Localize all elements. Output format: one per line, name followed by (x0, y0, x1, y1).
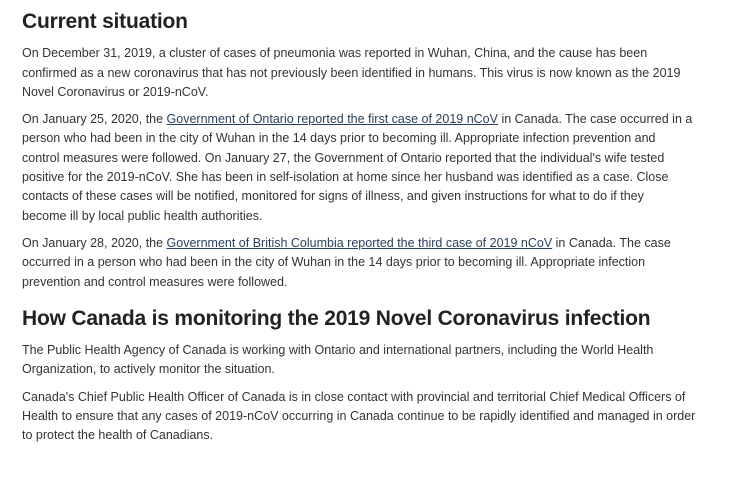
paragraph (22, 44, 722, 102)
text-segment: become ill by local public health authorities. (22, 208, 263, 223)
text-segment: confirmed as a new coronavirus that has not previously been identified in humans. This virus is now known as the 2019 (22, 65, 681, 80)
text-line (22, 360, 722, 379)
text-line (22, 426, 722, 445)
text-segment: Health to ensure that any cases of 2019-nCoV occurring in Canada continue to be rapidly identified and managed in order (22, 408, 696, 423)
text-line (22, 168, 722, 187)
text-segment: contacts of these cases will be notified, monitored for signs of illness, and given instructions for what to do if they (22, 189, 644, 204)
text-segment: person who had been in the city of Wuhan in the 14 days prior to becoming ill. Appropriate infection prevention and (22, 131, 656, 146)
text-line (22, 110, 722, 129)
text-segment: occurred in a person who had been in the city of Wuhan in the 14 days prior to becoming ill. Appropriate infection (22, 255, 646, 270)
text-segment: On January 25, 2020, the (22, 112, 167, 127)
text-line (22, 234, 722, 253)
inline-link[interactable]: Government of British Columbia reported the third case of 2019 nCoV (166, 235, 553, 250)
text-segment: prevention and control measures were followed. (22, 274, 288, 289)
text-segment: Canada's Chief Public Health Officer of Canada is in close contact with provincial and territorial Chief Medical Officers of (22, 389, 686, 404)
paragraph (22, 341, 722, 380)
text-segment: to protect the health of Canadians. (22, 428, 214, 443)
paragraph (22, 388, 722, 446)
text-line (22, 64, 722, 83)
text-line (22, 83, 722, 102)
text-line (22, 273, 722, 292)
text-line (22, 388, 722, 407)
text-line (22, 149, 722, 168)
text-line (22, 407, 722, 426)
text-line (22, 341, 722, 360)
text-segment: On December 31, 2019, a cluster of cases of pneumonia was reported in Wuhan, China, and the cause has been (22, 46, 648, 61)
section-heading: Current situation (22, 10, 188, 33)
text-line (22, 129, 722, 148)
text-line (22, 44, 722, 63)
paragraph (22, 110, 722, 226)
text-line (22, 253, 722, 272)
text-segment: Novel Coronavirus or 2019-nCoV. (22, 84, 209, 99)
text-segment: in Canada. The case occurred in a (497, 112, 693, 127)
text-segment: On January 28, 2020, the (22, 235, 167, 250)
text-segment: Organization, to actively monitor the situation. (22, 362, 275, 377)
text-line (22, 207, 722, 226)
section-heading: How Canada is monitoring the 2019 Novel Coronavirus infection (22, 306, 651, 330)
paragraph (22, 234, 722, 292)
text-segment: control measures were followed. On January 27, the Government of Ontario reported that the individual's wife tested (22, 150, 665, 165)
text-segment: The Public Health Agency of Canada is working with Ontario and international partners, including the World Health (22, 343, 654, 358)
inline-link[interactable]: Government of Ontario reported the first case of 2019 nCoV (166, 112, 498, 127)
text-segment: in Canada. The case (552, 235, 671, 250)
text-line (22, 187, 722, 206)
text-segment: positive for the 2019-nCoV. She has been in self-isolation at home since her husband was identified as a case. Close (22, 170, 669, 185)
